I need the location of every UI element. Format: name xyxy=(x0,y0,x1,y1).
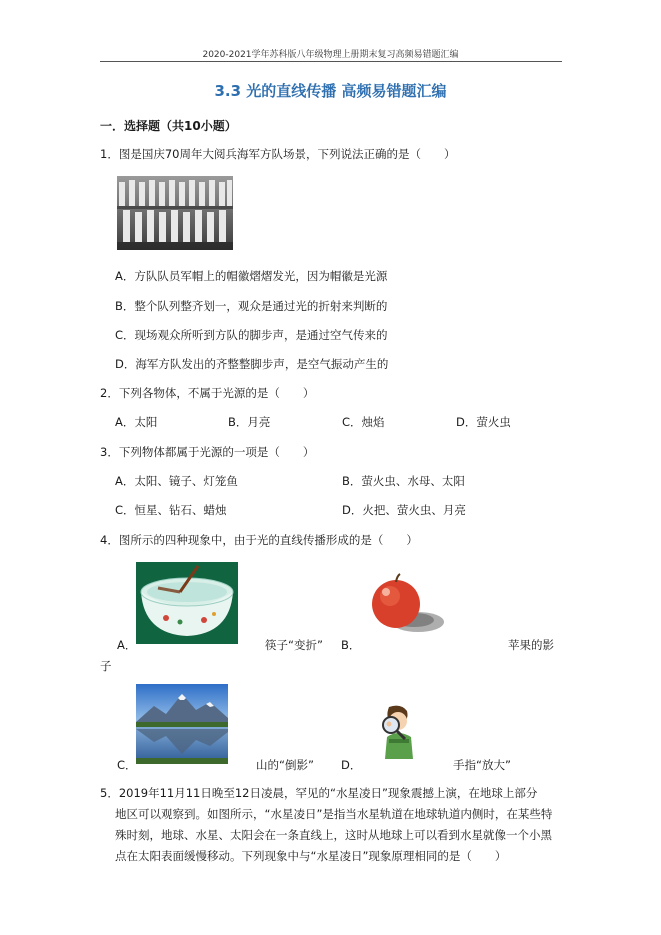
question-4-stem: 4．图所示的四种现象中，由于光的直线传播形成的是（ ） xyxy=(100,533,418,547)
section-heading: 一．选择题（共10小题） xyxy=(100,119,237,133)
page-header: 2020-2021学年苏科版八年级物理上册期末复习高频易错题汇编 xyxy=(202,50,459,60)
q2-option-d: D．萤火虫 xyxy=(456,415,511,429)
q4-option-c-letter: C． xyxy=(117,758,137,772)
q4-option-b-letter: B． xyxy=(341,638,361,652)
q1-option-c: C．现场观众所听到方队的脚步声，是通过空气传来的 xyxy=(115,328,388,342)
question-3-stem: 3．下列物体都属于光源的一项是（ ） xyxy=(100,445,315,459)
q2-option-b: B．月亮 xyxy=(228,415,271,429)
navy-parade-illustration xyxy=(117,176,233,250)
question-5-line-3: 殊时刻，地球、水星、太阳会在一条直线上，这时从地球上可以看到水星就像一个小黑 xyxy=(115,828,552,842)
q3-option-a: A．太阳、镜子、灯笼鱼 xyxy=(115,474,238,488)
q2-option-c: C．烛焰 xyxy=(342,415,385,429)
q4-option-b-caption-wrap: 子 xyxy=(100,659,112,673)
question-5-line-4: 点在太阳表面缓慢移动。下列现象中与“水星凌日”现象原理相同的是（ ） xyxy=(115,849,507,863)
q3-option-c: C．恒星、钻石、蜡烛 xyxy=(115,503,227,517)
chopstick-bowl-illustration xyxy=(136,562,238,644)
magnifier-image xyxy=(373,703,423,759)
q4-option-c-caption: 山的“倒影” xyxy=(256,758,314,772)
mountain-reflection-illustration xyxy=(136,684,228,764)
header-divider xyxy=(100,61,562,62)
q1-option-b: B．整个队列整齐划一，观众是通过光的折射来判断的 xyxy=(115,299,388,313)
document-title: 3.3 光的直线传播 高频易错题汇编 xyxy=(214,82,447,100)
mountain-reflection-image xyxy=(136,684,228,764)
q3-option-b: B．萤火虫、水母、太阳 xyxy=(342,474,465,488)
magnifier-illustration xyxy=(373,703,423,759)
question-5-line-1: 5．2019年11月11日晚至12日凌晨，罕见的“水星凌日”现象震撼上演，在地球上部分 xyxy=(100,786,538,800)
q4-option-d-letter: D． xyxy=(341,758,362,772)
q2-option-a: A．太阳 xyxy=(115,415,158,429)
q4-option-b-caption: 苹果的影 xyxy=(508,638,554,652)
q4-option-d-caption: 手指“放大” xyxy=(453,758,511,772)
question-1-stem: 1．图是国庆70周年大阅兵海军方队场景，下列说法正确的是（ ） xyxy=(100,147,456,161)
apple-shadow-image xyxy=(368,572,446,638)
q4-option-a-caption: 筷子“变折” xyxy=(265,638,323,652)
navy-parade-image xyxy=(117,176,233,250)
q3-option-d: D．火把、萤火虫、月亮 xyxy=(342,503,466,517)
question-5-line-2: 地区可以观察到。如图所示，“水星凌日”是指当水星轨道在地球轨道内侧时，在某些特 xyxy=(115,807,553,821)
chopstick-bowl-image xyxy=(136,562,238,644)
question-2-stem: 2．下列各物体，不属于光源的是（ ） xyxy=(100,386,315,400)
apple-shadow-illustration xyxy=(368,572,446,638)
q4-option-a-letter: A． xyxy=(117,638,137,652)
q1-option-d: D．海军方队发出的齐整整脚步声，是空气振动产生的 xyxy=(115,357,389,371)
q1-option-a: A．方队队员军帽上的帽徽熠熠发光，因为帽徽是光源 xyxy=(115,269,388,283)
